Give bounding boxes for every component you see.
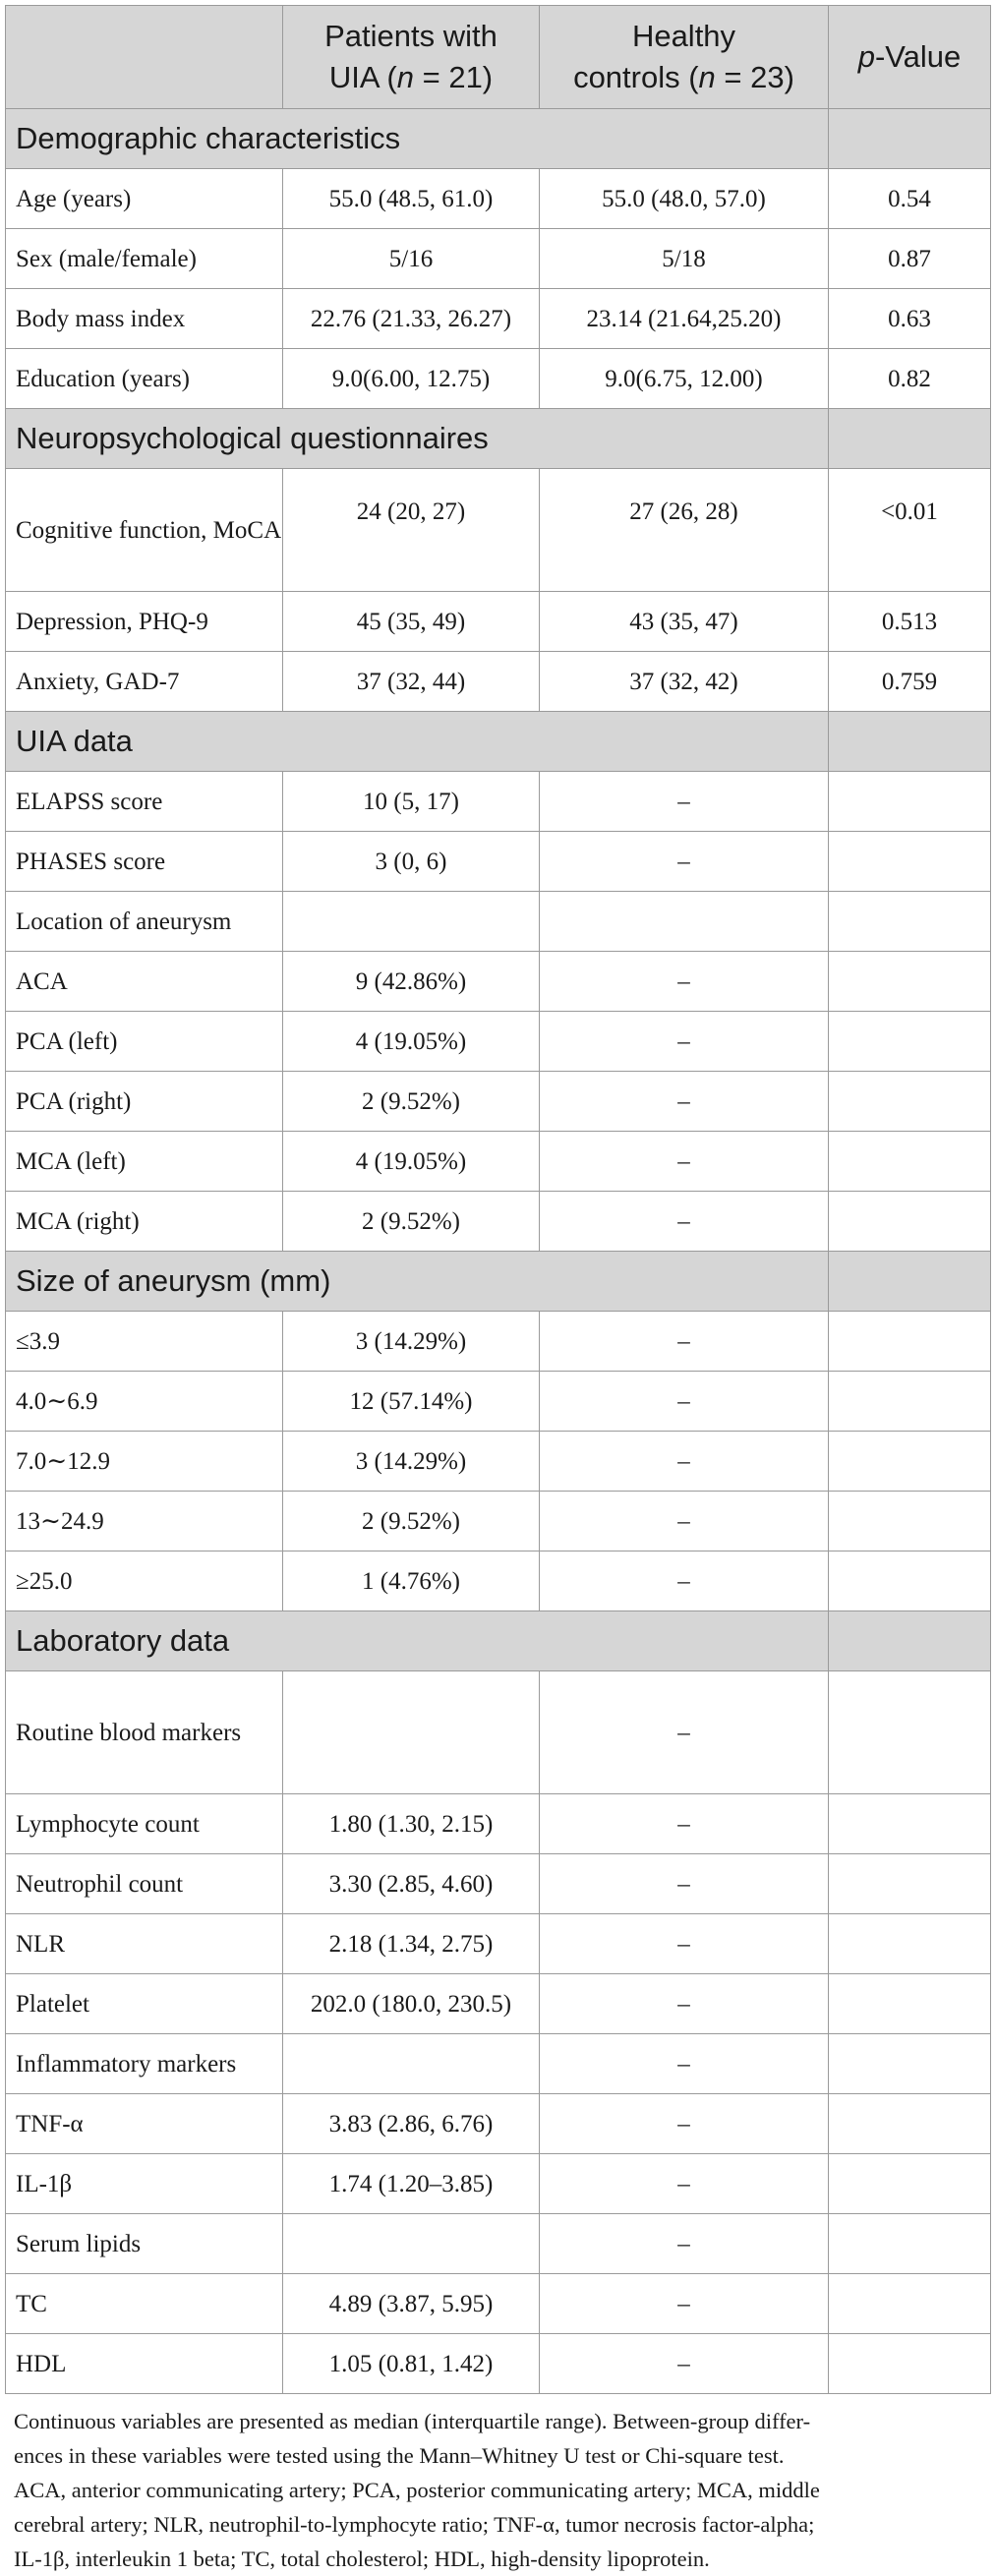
- table-row: [6, 1492, 991, 1551]
- table-row: [6, 2094, 991, 2154]
- cell-controls: 5/18: [540, 229, 829, 289]
- table-body: [6, 109, 991, 2394]
- section-blank-cell: [829, 1611, 991, 1671]
- cell-pvalue: [829, 772, 991, 832]
- cell-controls: [540, 892, 829, 952]
- table-row: [6, 1794, 991, 1854]
- cell-controls: 9.0(6.75, 12.00): [540, 349, 829, 409]
- cell-patients: 12 (57.14%): [283, 1372, 540, 1432]
- table-row: [6, 469, 991, 592]
- section-row: [6, 409, 991, 469]
- cell-patients: 3 (14.29%): [283, 1312, 540, 1372]
- section-title: Neuropsychological questionnaires: [6, 409, 829, 469]
- cell-pvalue: 0.63: [829, 289, 991, 349]
- table-row: [6, 1854, 991, 1914]
- footnote-line: IL-1β, interleukin 1 beta; TC, total cholesterol; HDL, high-density lipoprotein.: [14, 2547, 710, 2571]
- cell-patients: [283, 2034, 540, 2094]
- cell-pvalue: [829, 1312, 991, 1372]
- row-label: MCA (left): [6, 1132, 283, 1192]
- row-label: 13∼24.9: [6, 1492, 283, 1551]
- cell-patients: 4 (19.05%): [283, 1132, 540, 1192]
- cell-patients: 3 (0, 6): [283, 832, 540, 892]
- header-pvalue: p-Value: [829, 6, 991, 109]
- table-row: [6, 1372, 991, 1432]
- cell-controls: 37 (32, 42): [540, 652, 829, 712]
- row-label: Location of aneurysm: [6, 892, 283, 952]
- cell-controls: –: [540, 1974, 829, 2034]
- cell-patients: 5/16: [283, 229, 540, 289]
- table-row: [6, 2154, 991, 2214]
- row-label: Inflammatory markers: [6, 2034, 283, 2094]
- cell-controls: 43 (35, 47): [540, 592, 829, 652]
- cell-controls: –: [540, 2334, 829, 2394]
- cell-pvalue: [829, 1072, 991, 1132]
- section-blank-cell: [829, 1252, 991, 1312]
- cell-controls: –: [540, 1551, 829, 1611]
- cell-patients: 24 (20, 27): [283, 469, 540, 592]
- cell-controls: 27 (26, 28): [540, 469, 829, 592]
- cell-pvalue: [829, 952, 991, 1012]
- table-row: [6, 349, 991, 409]
- header-variable: [6, 6, 283, 109]
- row-label: Routine blood markers: [6, 1671, 283, 1794]
- row-label: Anxiety, GAD-7: [6, 652, 283, 712]
- cell-patients: 37 (32, 44): [283, 652, 540, 712]
- cell-patients: 2 (9.52%): [283, 1072, 540, 1132]
- table-container: [5, 5, 990, 2576]
- section-title: UIA data: [6, 712, 829, 772]
- section-row: [6, 1611, 991, 1671]
- table-row: [6, 169, 991, 229]
- row-label: HDL: [6, 2334, 283, 2394]
- footnote-line: ences in these variables were tested using the Mann–Whitney U test or Chi-square test.: [14, 2443, 785, 2468]
- cell-patients: 45 (35, 49): [283, 592, 540, 652]
- section-title: Demographic characteristics: [6, 109, 829, 169]
- cell-pvalue: [829, 1671, 991, 1794]
- table-row: [6, 592, 991, 652]
- cell-patients: [283, 892, 540, 952]
- section-blank-cell: [829, 409, 991, 469]
- cell-controls: –: [540, 1372, 829, 1432]
- cell-controls: –: [540, 1192, 829, 1252]
- cell-patients: 1 (4.76%): [283, 1551, 540, 1611]
- cell-pvalue: 0.87: [829, 229, 991, 289]
- cell-controls: –: [540, 1854, 829, 1914]
- row-label: ≥25.0: [6, 1551, 283, 1611]
- cell-controls: –: [540, 1432, 829, 1492]
- footnote-line: Continuous variables are presented as median (interquartile range). Between-group differ-: [14, 2409, 811, 2433]
- cell-controls: –: [540, 1312, 829, 1372]
- cell-patients: 9 (42.86%): [283, 952, 540, 1012]
- cell-controls: –: [540, 772, 829, 832]
- cell-patients: 4 (19.05%): [283, 1012, 540, 1072]
- table-row: [6, 1432, 991, 1492]
- section-row: [6, 712, 991, 772]
- row-label: Platelet: [6, 1974, 283, 2034]
- cell-patients: 2.18 (1.34, 2.75): [283, 1914, 540, 1974]
- cell-controls: –: [540, 1794, 829, 1854]
- row-label: IL-1β: [6, 2154, 283, 2214]
- cell-patients: 2 (9.52%): [283, 1492, 540, 1551]
- cell-controls: –: [540, 1132, 829, 1192]
- footnote-line: cerebral artery; NLR, neutrophil-to-lymphocyte ratio; TNF-α, tumor necrosis factor-alpha;: [14, 2512, 815, 2537]
- row-label: Age (years): [6, 169, 283, 229]
- table-row: [6, 1192, 991, 1252]
- cell-controls: –: [540, 2154, 829, 2214]
- table-footnote: [5, 2394, 990, 2576]
- cell-controls: –: [540, 1492, 829, 1551]
- cell-patients: 2 (9.52%): [283, 1192, 540, 1252]
- cell-pvalue: 0.82: [829, 349, 991, 409]
- table-row: [6, 832, 991, 892]
- row-label: PCA (right): [6, 1072, 283, 1132]
- cell-patients: 1.05 (0.81, 1.42): [283, 2334, 540, 2394]
- cell-patients: 3 (14.29%): [283, 1432, 540, 1492]
- cell-pvalue: [829, 2274, 991, 2334]
- table-row: [6, 652, 991, 712]
- row-label: Sex (male/female): [6, 229, 283, 289]
- cell-pvalue: [829, 2214, 991, 2274]
- cell-patients: 10 (5, 17): [283, 772, 540, 832]
- table-row: [6, 1312, 991, 1372]
- cell-controls: –: [540, 1914, 829, 1974]
- header-controls: [540, 6, 829, 109]
- cell-pvalue: 0.513: [829, 592, 991, 652]
- header-controls-line1: Healthy: [631, 19, 736, 53]
- cell-pvalue: 0.54: [829, 169, 991, 229]
- row-label: Cognitive function, MoCA: [6, 469, 283, 592]
- row-label: TC: [6, 2274, 283, 2334]
- cell-pvalue: 0.759: [829, 652, 991, 712]
- cell-pvalue: [829, 1012, 991, 1072]
- table-row: [6, 1012, 991, 1072]
- cell-pvalue: [829, 1432, 991, 1492]
- row-label: 4.0∼6.9: [6, 1372, 283, 1432]
- cell-patients: [283, 1671, 540, 1794]
- row-label: Education (years): [6, 349, 283, 409]
- cell-pvalue: [829, 1551, 991, 1611]
- table-row: [6, 1072, 991, 1132]
- row-label: Body mass index: [6, 289, 283, 349]
- cell-patients: 9.0(6.00, 12.75): [283, 349, 540, 409]
- header-patients-line1: Patients with: [324, 19, 498, 53]
- cell-patients: 1.74 (1.20–3.85): [283, 2154, 540, 2214]
- cell-pvalue: <0.01: [829, 469, 991, 592]
- cell-controls: –: [540, 952, 829, 1012]
- table-row: [6, 1671, 991, 1794]
- cell-patients: 22.76 (21.33, 26.27): [283, 289, 540, 349]
- cell-controls: –: [540, 1671, 829, 1794]
- section-blank-cell: [829, 109, 991, 169]
- cell-pvalue: [829, 1192, 991, 1252]
- cell-pvalue: [829, 1794, 991, 1854]
- row-label: PHASES score: [6, 832, 283, 892]
- cell-patients: 1.80 (1.30, 2.15): [283, 1794, 540, 1854]
- cell-controls: –: [540, 2034, 829, 2094]
- cell-pvalue: [829, 1492, 991, 1551]
- cell-controls: –: [540, 1012, 829, 1072]
- cell-controls: –: [540, 2274, 829, 2334]
- row-label: Lymphocyte count: [6, 1794, 283, 1854]
- cell-controls: 55.0 (48.0, 57.0): [540, 169, 829, 229]
- cell-pvalue: [829, 1132, 991, 1192]
- row-label: ACA: [6, 952, 283, 1012]
- cell-pvalue: [829, 832, 991, 892]
- table-row: [6, 772, 991, 832]
- cell-patients: 3.30 (2.85, 4.60): [283, 1854, 540, 1914]
- row-label: ELAPSS score: [6, 772, 283, 832]
- cell-controls: –: [540, 1072, 829, 1132]
- table-row: [6, 892, 991, 952]
- cell-pvalue: [829, 2334, 991, 2394]
- table-row: [6, 1551, 991, 1611]
- row-label: Neutrophil count: [6, 1854, 283, 1914]
- row-label: MCA (right): [6, 1192, 283, 1252]
- footnote-line: ACA, anterior communicating artery; PCA, posterior communicating artery; MCA, middle: [14, 2478, 820, 2502]
- section-blank-cell: [829, 712, 991, 772]
- cell-pvalue: [829, 1372, 991, 1432]
- table-row: [6, 2214, 991, 2274]
- cell-pvalue: [829, 2094, 991, 2154]
- row-label: ≤3.9: [6, 1312, 283, 1372]
- header-patients-line2: UIA (n = 21): [328, 60, 494, 94]
- cell-controls: 23.14 (21.64,25.20): [540, 289, 829, 349]
- table-row: [6, 229, 991, 289]
- cell-patients: 3.83 (2.86, 6.76): [283, 2094, 540, 2154]
- row-label: Serum lipids: [6, 2214, 283, 2274]
- cell-pvalue: [829, 1914, 991, 1974]
- table-row: [6, 1914, 991, 1974]
- cell-pvalue: [829, 1854, 991, 1914]
- cell-pvalue: [829, 1974, 991, 2034]
- row-label: TNF-α: [6, 2094, 283, 2154]
- cell-controls: –: [540, 832, 829, 892]
- table-row: [6, 2274, 991, 2334]
- cell-pvalue: [829, 892, 991, 952]
- section-title: Size of aneurysm (mm): [6, 1252, 829, 1312]
- cell-pvalue: [829, 2034, 991, 2094]
- row-label: PCA (left): [6, 1012, 283, 1072]
- table-row: [6, 289, 991, 349]
- header-patients: [283, 6, 540, 109]
- cell-patients: 55.0 (48.5, 61.0): [283, 169, 540, 229]
- section-title: Laboratory data: [6, 1611, 829, 1671]
- section-row: [6, 109, 991, 169]
- cell-controls: –: [540, 2094, 829, 2154]
- table-row: [6, 1132, 991, 1192]
- cell-patients: 202.0 (180.0, 230.5): [283, 1974, 540, 2034]
- table-row: [6, 952, 991, 1012]
- data-table: [5, 5, 991, 2394]
- header-row: [6, 6, 991, 109]
- cell-controls: –: [540, 2214, 829, 2274]
- row-label: Depression, PHQ-9: [6, 592, 283, 652]
- cell-patients: 4.89 (3.87, 5.95): [283, 2274, 540, 2334]
- cell-patients: [283, 2214, 540, 2274]
- table-row: [6, 1974, 991, 2034]
- row-label: NLR: [6, 1914, 283, 1974]
- row-label: 7.0∼12.9: [6, 1432, 283, 1492]
- section-row: [6, 1252, 991, 1312]
- table-row: [6, 2334, 991, 2394]
- cell-pvalue: [829, 2154, 991, 2214]
- header-controls-line2: controls (n = 23): [573, 60, 794, 94]
- table-row: [6, 2034, 991, 2094]
